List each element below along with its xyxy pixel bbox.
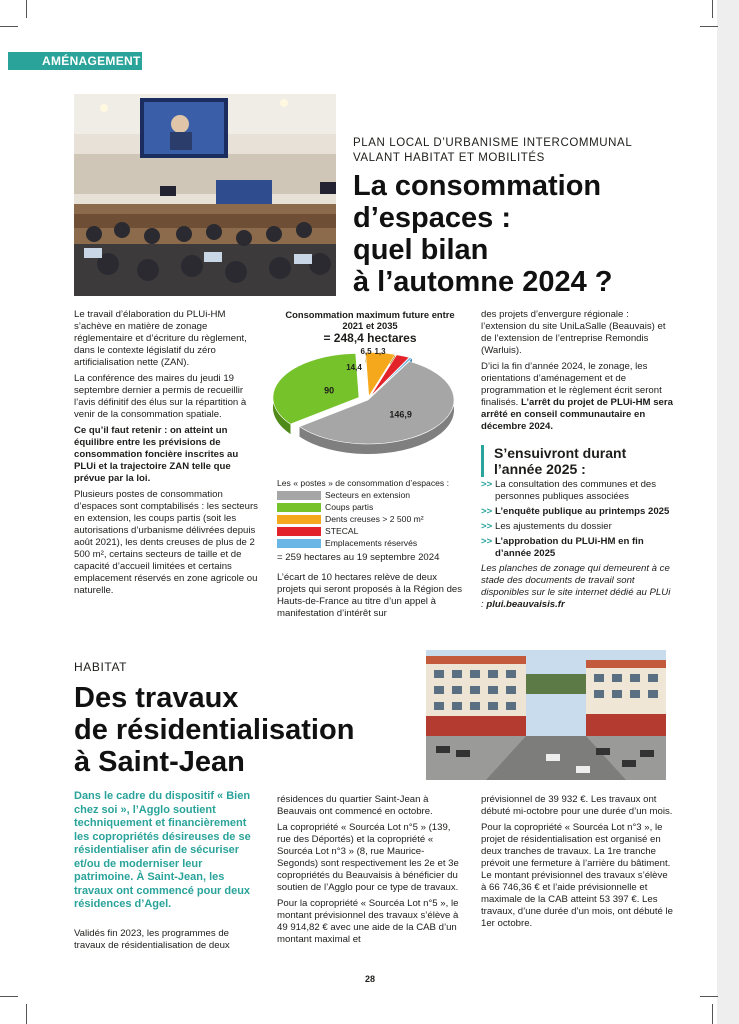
arrow-icon: >> <box>481 521 493 532</box>
paragraph: Pour la copropriété « Sourcéa Lot n°5 », le montant prévisionnel des travaux s’élève à 49 914,82 € avec une aide de la CAB d’un montant maximal et <box>277 898 459 945</box>
article-title-line: à Saint-Jean <box>74 746 245 778</box>
crop-mark <box>0 26 18 27</box>
arrow-icon: >> <box>481 479 493 490</box>
paragraph: résidences du quartier Saint-Jean à Beauvais ont commencé en octobre. <box>277 794 433 817</box>
article-lead: Dans le cadre du dispositif « Bien chez soi », l’Agglo soutient techniquement et financièrement les copropriétés désireuses de se résidentialiser afin de sécuriser et/ou de moderniser leur patrimoine. À Saint-Jean, les travaux ont commencé pour deux résidences d’Agel. <box>74 790 251 910</box>
paragraph: Le travail d’élaboration du PLUi-HM s’achève en matière de zonage réglementaire et d’écriture du règlement, dans le contexte législatif du zéro artificialisation nette (ZAN). <box>74 309 247 368</box>
legend-item <box>277 538 467 549</box>
subheading-line: S’ensuivront durant <box>494 445 627 461</box>
list-item <box>481 536 675 560</box>
crop-mark <box>0 996 18 997</box>
article-column <box>74 928 262 956</box>
legend-swatch <box>277 539 321 548</box>
article-kicker: VALANT HABITAT ET MOBILITÉS <box>353 152 545 164</box>
article-column <box>481 794 673 934</box>
list-item <box>481 479 675 503</box>
closing-note <box>481 563 675 611</box>
paragraph-highlight: L’arrêt du projet de PLUi-HM sera arrêté en conseil communautaire en décembre 2024. <box>481 397 673 432</box>
list-item-text: L’approbation du PLUi-HM en fin d’année 2025 <box>495 536 644 559</box>
key-takeaway: Ce qu’il faut retenir : on atteint un équilibre entre les prévisions de consommation foncière inscrites au PLUi et la trajectoire ZAN telle que prévue par la loi. <box>74 425 239 484</box>
article-column <box>277 572 465 624</box>
crop-mark <box>26 1004 27 1024</box>
pie-data-label: 14,4 <box>346 363 362 372</box>
section-tag: AMÉNAGEMENT <box>8 52 142 70</box>
paragraph-text: D’ici la fin d’année 2024, le zonage, les orientations d’aménagement et de programmation et le règlement écrit seront finalisés. <box>481 361 662 408</box>
paragraph: Plusieurs postes de consommation d’espaces sont comptabilisés : les secteurs en extension, les coups partis (soit les autorisations d’urbanisme délivrées depuis août 2021), les dents creuses de plus de 2 500 m², certains secteurs de taille et de capacité d’accueil limitées et certains emplacement réservés en zone agricole ou naturelle. <box>74 489 258 596</box>
article-kicker: PLAN LOCAL D’URBANISME INTERCOMMUNAL <box>353 137 633 149</box>
chart-total-note: = 259 hectares au 19 septembre 2024 <box>277 552 440 563</box>
council-meeting-photo <box>74 94 336 296</box>
pie-data-label: 1,3 <box>374 347 386 356</box>
legend-swatch <box>277 527 321 536</box>
subheading <box>481 445 684 477</box>
paragraph: La conférence des maires du jeudi 19 septembre dernier a permis de recueillir l’avis définitif des élus sur la répartition à venir de la consommation spatiale. <box>74 373 247 420</box>
legend-item <box>277 514 467 525</box>
paragraph: Validés fin 2023, les programmes de travaux de résidentialisation de deux <box>74 928 230 951</box>
article-title-line: de résidentialisation <box>74 714 355 746</box>
article-kicker: HABITAT <box>74 660 128 674</box>
steps-list <box>481 479 675 611</box>
pie-data-label: 6,5 <box>360 347 372 356</box>
legend-label: Emplacements réservés <box>325 538 418 548</box>
crop-mark <box>712 0 713 18</box>
paragraph: prévisionnel de 39 932 €. Les travaux ont débuté mi-octobre pour une durée d’un mois. <box>481 794 673 817</box>
arrow-icon: >> <box>481 536 493 547</box>
article-title-line: Des travaux <box>74 682 239 714</box>
article-column <box>481 309 673 437</box>
crop-mark <box>700 26 718 27</box>
article-title <box>74 682 354 778</box>
article-title-line: quel bilan <box>353 234 489 266</box>
list-item-text: La consultation des communes et des personnes publiques associées <box>495 479 657 502</box>
list-item <box>481 506 675 518</box>
legend-item <box>277 490 467 501</box>
legend-swatch <box>277 503 321 512</box>
article-column <box>74 309 262 601</box>
legend-title: Les « postes » de consommation d’espaces : <box>277 478 449 488</box>
legend-item <box>277 526 467 537</box>
chart-legend <box>277 478 467 564</box>
website-link[interactable]: plui.beauvaisis.fr <box>486 599 565 610</box>
legend-swatch <box>277 491 321 500</box>
arrow-icon: >> <box>481 506 493 517</box>
pie-data-label: 90 <box>324 385 335 396</box>
legend-swatch <box>277 515 321 524</box>
article-title <box>353 170 613 298</box>
paragraph: La copropriété « Sourcéa Lot n°5 » (139, rue des Déportés) et la copropriété « Sourcéa Lot n°3 » (8, rue Maurice-Segonds) sont respectivement les 2e et 3e copropriétés du Beauvaisis à bénéficier du soutien de l’Agglo pour ce type de travaux. <box>277 822 459 893</box>
chart-title-line: 2021 et 2035 <box>342 320 398 331</box>
legend-item <box>277 502 467 513</box>
paragraph: L’écart de 10 hectares relève de deux projets qui seront proposés à la Région des Hauts-de-France au titre d’un appel à manifestation d’intérêt sur <box>277 572 463 619</box>
legend-label: Coups partis <box>325 502 374 512</box>
list-item-text: Les ajustements du dossier <box>495 521 612 532</box>
closing-text: Les planches de zonage qui demeurent à ce stade des documents de travail sont disponibles sur le site internet dédié au PLUi : <box>481 563 671 610</box>
chart-total: = 248,4 hectares <box>323 331 417 345</box>
pie-chart <box>272 344 468 472</box>
article-title-line: d’espaces : <box>353 202 511 234</box>
legend-label: STECAL <box>325 526 359 536</box>
chart-title-line: Consommation maximum future entre <box>285 309 455 320</box>
paragraph: Pour la copropriété « Sourcéa Lot n°3 », le projet de résidentialisation est organisé en deux tranches de travaux. La 1re tranche prévoit une fermeture à l’arrière du bâtiment. Le montant prévisionnel des travaux s’élève à 66 746,36 € et l’aide prévisionnelle et maximale de la CAB atteint 53 397 €. Les travaux, d’une durée d’un mois, ont débuté le 1er octobre. <box>481 822 674 929</box>
list-item-text: L’enquête publique au printemps 2025 <box>495 506 670 517</box>
article-title-line: à l’automne 2024 ? <box>353 266 613 298</box>
page-number: 28 <box>364 974 375 984</box>
paragraph <box>481 361 673 433</box>
legend-label: Dents creuses > 2 500 m² <box>325 514 424 524</box>
legend-label: Secteurs en extension <box>325 490 411 500</box>
chart-title <box>272 309 468 346</box>
crop-mark <box>712 1004 713 1024</box>
crop-mark <box>26 0 27 18</box>
crop-mark <box>700 996 718 997</box>
list-item <box>481 521 675 533</box>
article-title-line: La consommation <box>353 170 602 202</box>
article-column <box>277 794 465 950</box>
paragraph: des projets d’envergure régionale : l’extension du site UniLaSalle (Beauvais) et de l’extension de l’entreprise Remondis (Warluis). <box>481 309 666 356</box>
residences-photo <box>426 650 666 780</box>
pie-data-label: 146,9 <box>389 409 412 420</box>
page-edge <box>717 0 739 1024</box>
subheading-line: l’année 2025 : <box>494 461 586 477</box>
